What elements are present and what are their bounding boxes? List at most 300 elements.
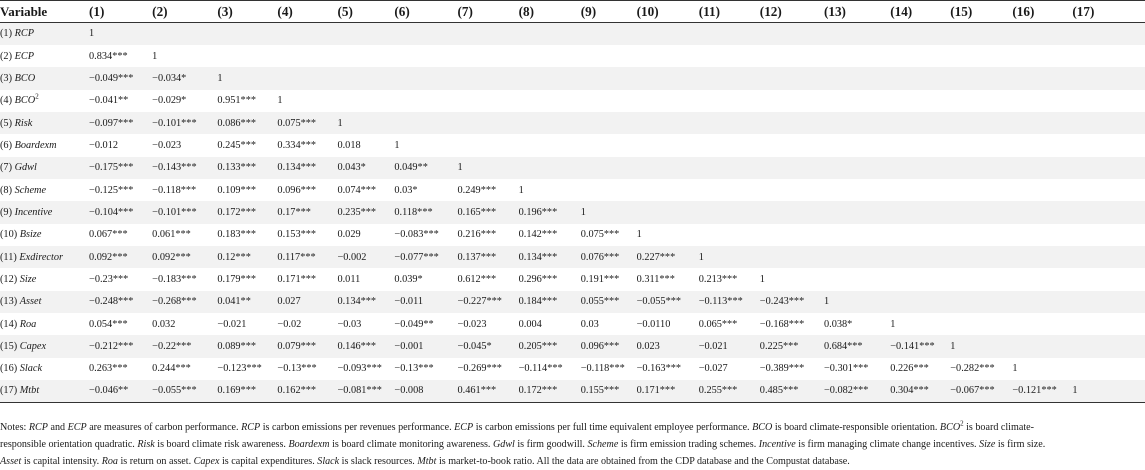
table-cell (760, 90, 824, 112)
table-cell: 0.171*** (637, 380, 699, 402)
table-row (0, 335, 1145, 357)
table-cell (458, 23, 519, 45)
table-cell (1012, 179, 1072, 201)
table-cell: 0.169*** (217, 380, 277, 402)
table-cell: 0.165*** (458, 201, 519, 223)
table-row (0, 201, 1145, 223)
table-cell (637, 179, 699, 201)
table-cell: 0.684*** (824, 335, 890, 357)
table-cell: −0.097*** (89, 112, 152, 134)
table-cell: −0.093*** (337, 358, 394, 380)
notes-segment: is board climate- (963, 422, 1034, 433)
table-cell (760, 224, 824, 246)
table-cell (1072, 358, 1145, 380)
table-cell (890, 23, 950, 45)
table-cell: 0.041** (217, 291, 277, 313)
table-cell (519, 67, 581, 89)
table-cell: 0.153*** (277, 224, 337, 246)
notes-segment: RCP (28, 422, 48, 433)
table-row (0, 90, 1145, 112)
table-cell (699, 67, 760, 89)
header-col-3: (3) (217, 1, 277, 23)
table-cell: 0.17*** (277, 201, 337, 223)
notes-segment: is return on asset. (117, 456, 194, 467)
notes-segment: Risk (137, 439, 155, 450)
notes-segment: is slack resources. (339, 456, 418, 467)
table-cell: 0.134*** (277, 157, 337, 179)
notes-segment: Size (979, 439, 996, 450)
header-col-11: (11) (699, 1, 760, 23)
row-number: (10) (0, 229, 18, 241)
table-cell (760, 201, 824, 223)
table-row (0, 291, 1145, 313)
table-cell: −0.001 (394, 335, 457, 357)
table-cell (458, 90, 519, 112)
table-cell: 1 (1072, 380, 1145, 402)
table-cell (760, 246, 824, 268)
table-cell: 1 (394, 134, 457, 156)
table-cell: −0.104*** (89, 201, 152, 223)
table-cell (1012, 67, 1072, 89)
table-cell: 0.089*** (217, 335, 277, 357)
table-cell (890, 157, 950, 179)
table-cell (581, 134, 637, 156)
table-cell (890, 90, 950, 112)
header-col-9: (9) (581, 1, 637, 23)
table-cell: −0.125*** (89, 179, 152, 201)
table-cell: 0.086*** (217, 112, 277, 134)
table-cell (699, 134, 760, 156)
table-row (0, 246, 1145, 268)
table-cell: 1 (277, 90, 337, 112)
row-variable-name: RCP (14, 28, 35, 40)
row-variable-name: Capex (19, 340, 47, 352)
table-cell (1072, 23, 1145, 45)
row-number: (15) (0, 340, 18, 352)
table-cell: 0.225*** (760, 335, 824, 357)
notes-segment: is board climate monitoring awareness. (329, 439, 493, 450)
table-cell (950, 268, 1012, 290)
notes-segment: Incentive (758, 439, 796, 450)
row-number: (11) (0, 251, 17, 263)
table-notes (0, 419, 1140, 470)
table-row (0, 112, 1145, 134)
table-cell (277, 23, 337, 45)
table-cell: 0.029 (337, 224, 394, 246)
table-cell: −0.023 (152, 134, 217, 156)
table-cell: 0.134*** (337, 291, 394, 313)
row-label (0, 134, 89, 156)
table-cell: −0.002 (337, 246, 394, 268)
table-cell (637, 90, 699, 112)
table-cell (950, 201, 1012, 223)
table-cell (637, 134, 699, 156)
table-cell: −0.0110 (637, 313, 699, 335)
table-cell (1072, 224, 1145, 246)
notes-line-2 (0, 436, 1140, 453)
table-cell (519, 112, 581, 134)
table-row (0, 313, 1145, 335)
table-cell: 0.296*** (519, 268, 581, 290)
row-number: (6) (0, 139, 13, 151)
header-row (0, 1, 1145, 23)
table-cell (950, 291, 1012, 313)
table-cell: 0.191*** (581, 268, 637, 290)
notes-segment: BCO (939, 422, 961, 433)
row-variable-name: Incentive (14, 206, 53, 218)
table-cell: −0.175*** (89, 157, 152, 179)
table-cell (637, 45, 699, 67)
table-cell (890, 291, 950, 313)
table-cell: −0.049** (394, 313, 457, 335)
row-variable-name: Size (19, 273, 37, 285)
table-cell: 0.074*** (337, 179, 394, 201)
table-cell (637, 201, 699, 223)
table-row (0, 134, 1145, 156)
row-label (0, 335, 89, 357)
table-cell (699, 90, 760, 112)
table-cell: 0.245*** (217, 134, 277, 156)
table-cell: 0.075*** (581, 224, 637, 246)
table-cell (760, 45, 824, 67)
table-cell: −0.008 (394, 380, 457, 402)
table-cell: 0.075*** (277, 112, 337, 134)
table-cell: 0.076*** (581, 246, 637, 268)
notes-segment: Gdwl (492, 439, 515, 450)
table-cell (1012, 90, 1072, 112)
notes-segment: BCO (752, 422, 773, 433)
row-label (0, 179, 89, 201)
table-cell: −0.118*** (581, 358, 637, 380)
table-cell (699, 23, 760, 45)
notes-segment: ECP (454, 422, 474, 433)
row-variable-superscript: 2 (35, 92, 39, 101)
header-col-16: (16) (1012, 1, 1072, 23)
table-cell: −0.101*** (152, 112, 217, 134)
table-cell: 0.834*** (89, 45, 152, 67)
table-cell (890, 224, 950, 246)
table-cell: 0.461*** (458, 380, 519, 402)
table-cell (1012, 268, 1072, 290)
notes-line-1 (0, 419, 1140, 436)
table-cell: 0.485*** (760, 380, 824, 402)
table-row (0, 380, 1145, 402)
table-cell: 0.172*** (217, 201, 277, 223)
table-cell: −0.055*** (152, 380, 217, 402)
notes-segment: Capex (193, 456, 220, 467)
row-variable-name: ECP (14, 50, 35, 62)
notes-segment: ECP (67, 422, 87, 433)
table-cell (458, 134, 519, 156)
table-cell: 0.137*** (458, 246, 519, 268)
row-label (0, 23, 89, 45)
table-cell: 0.092*** (152, 246, 217, 268)
table-cell: 0.039* (394, 268, 457, 290)
notes-segment: is firm size. (995, 439, 1046, 450)
row-variable-name: Roa (19, 318, 37, 330)
header-col-8: (8) (519, 1, 581, 23)
table-cell (217, 45, 277, 67)
table-cell: 0.172*** (519, 380, 581, 402)
table-cell (950, 90, 1012, 112)
table-cell (394, 23, 457, 45)
table-cell: 0.023 (637, 335, 699, 357)
table-cell: −0.049*** (89, 67, 152, 89)
row-label (0, 90, 89, 112)
row-number: (7) (0, 162, 13, 174)
table-cell: 0.117*** (277, 246, 337, 268)
table-cell: −0.081*** (337, 380, 394, 402)
row-variable-name: BCO (14, 72, 36, 84)
table-cell (581, 90, 637, 112)
table-cell (1072, 134, 1145, 156)
table-cell (1072, 112, 1145, 134)
row-number: (4) (0, 95, 13, 107)
table-cell (950, 246, 1012, 268)
table-cell (890, 134, 950, 156)
table-cell (1072, 45, 1145, 67)
table-cell: −0.023 (458, 313, 519, 335)
table-cell (519, 157, 581, 179)
table-cell: 0.244*** (152, 358, 217, 380)
header-col-13: (13) (824, 1, 890, 23)
row-variable-name: Gdwl (14, 162, 37, 174)
table-cell (824, 134, 890, 156)
table-cell (760, 23, 824, 45)
table-cell: −0.141*** (890, 335, 950, 357)
table-cell: −0.269*** (458, 358, 519, 380)
table-cell (699, 201, 760, 223)
table-cell (824, 23, 890, 45)
table-cell: 0.142*** (519, 224, 581, 246)
table-cell: −0.011 (394, 291, 457, 313)
table-cell: −0.041** (89, 90, 152, 112)
table-cell: 0.226*** (890, 358, 950, 380)
table-cell (1012, 335, 1072, 357)
table-cell: 0.03* (394, 179, 457, 201)
table-cell: 1 (217, 67, 277, 89)
row-variable-name: Slack (19, 363, 43, 375)
table-cell: −0.248*** (89, 291, 152, 313)
table-row (0, 358, 1145, 380)
table-cell (1072, 313, 1145, 335)
row-label (0, 268, 89, 290)
table-cell (950, 67, 1012, 89)
table-cell: 0.235*** (337, 201, 394, 223)
table-cell: −0.282*** (950, 358, 1012, 380)
table-cell (394, 45, 457, 67)
notes-segment: responsible orientation quadratic. (0, 439, 138, 450)
table-cell: 0.205*** (519, 335, 581, 357)
notes-segment: Notes: (0, 422, 29, 433)
notes-segment: RCP (241, 422, 261, 433)
table-cell: 1 (458, 157, 519, 179)
table-cell: 0.03 (581, 313, 637, 335)
table-cell (337, 67, 394, 89)
row-number: (1) (0, 28, 13, 40)
table-cell (699, 45, 760, 67)
table-cell: −0.012 (89, 134, 152, 156)
header-col-10: (10) (637, 1, 699, 23)
table-cell (950, 112, 1012, 134)
table-cell: 1 (950, 335, 1012, 357)
table-cell (581, 67, 637, 89)
table-cell: −0.114*** (519, 358, 581, 380)
table-cell: 0.311*** (637, 268, 699, 290)
table-cell (152, 23, 217, 45)
header-col-6: (6) (394, 1, 457, 23)
table-cell (760, 157, 824, 179)
table-cell: 0.061*** (152, 224, 217, 246)
table-cell (277, 45, 337, 67)
table-cell: 0.032 (152, 313, 217, 335)
table-cell (581, 112, 637, 134)
table-cell: 1 (760, 268, 824, 290)
table-cell (1072, 67, 1145, 89)
table-cell (1072, 157, 1145, 179)
table-cell: 0.079*** (277, 335, 337, 357)
table-cell: 1 (337, 112, 394, 134)
table-cell (519, 45, 581, 67)
table-row (0, 268, 1145, 290)
table-cell: −0.22*** (152, 335, 217, 357)
table-cell (1012, 45, 1072, 67)
table-cell: 0.054*** (89, 313, 152, 335)
table-cell (950, 23, 1012, 45)
table-cell: −0.389*** (760, 358, 824, 380)
table-cell (950, 179, 1012, 201)
table-cell (1072, 335, 1145, 357)
table-cell (458, 67, 519, 89)
table-cell: −0.212*** (89, 335, 152, 357)
table-cell: 0.171*** (277, 268, 337, 290)
table-cell (1012, 291, 1072, 313)
row-number: (13) (0, 296, 18, 308)
row-label (0, 313, 89, 335)
table-cell (1012, 201, 1072, 223)
table-cell: 0.249*** (458, 179, 519, 201)
row-number: (9) (0, 206, 13, 218)
table-cell (394, 67, 457, 89)
row-number: (5) (0, 117, 13, 129)
table-cell (1072, 268, 1145, 290)
row-label (0, 45, 89, 67)
notes-segment: is carbon emissions per revenues performance. (260, 422, 455, 433)
table-cell (581, 157, 637, 179)
table-cell (1012, 112, 1072, 134)
table-cell: −0.168*** (760, 313, 824, 335)
row-number: (3) (0, 72, 13, 84)
table-cell (1072, 291, 1145, 313)
table-cell: 0.134*** (519, 246, 581, 268)
table-cell: −0.118*** (152, 179, 217, 201)
table-cell: 0.183*** (217, 224, 277, 246)
table-cell: −0.101*** (152, 201, 217, 223)
table-cell (824, 268, 890, 290)
table-cell: 0.011 (337, 268, 394, 290)
table-cell: 0.067*** (89, 224, 152, 246)
table-cell (1072, 246, 1145, 268)
table-cell (824, 112, 890, 134)
table-cell (824, 179, 890, 201)
table-cell (637, 112, 699, 134)
table-cell (581, 45, 637, 67)
table-cell (760, 179, 824, 201)
table-cell: 1 (699, 246, 760, 268)
table-cell (581, 23, 637, 45)
table-cell: −0.13*** (277, 358, 337, 380)
row-number: (16) (0, 363, 18, 375)
table-cell: 1 (637, 224, 699, 246)
row-label (0, 380, 89, 402)
table-cell (950, 134, 1012, 156)
table-cell: −0.243*** (760, 291, 824, 313)
header-col-1: (1) (89, 1, 152, 23)
notes-segment: is capital intensity. (21, 456, 102, 467)
table-cell: −0.02 (277, 313, 337, 335)
table-cell (890, 112, 950, 134)
table-cell: −0.143*** (152, 157, 217, 179)
notes-segment: Roa (101, 456, 118, 467)
notes-segment: Scheme (587, 439, 619, 450)
notes-segment: Mtbt (417, 456, 437, 467)
table-cell: −0.021 (217, 313, 277, 335)
table-cell: −0.067*** (950, 380, 1012, 402)
table-cell (890, 201, 950, 223)
table-row (0, 23, 1145, 45)
header-col-17: (17) (1072, 1, 1145, 23)
table-cell (458, 45, 519, 67)
row-label (0, 201, 89, 223)
table-cell (458, 112, 519, 134)
notes-segment: Slack (317, 456, 340, 467)
table-cell (760, 112, 824, 134)
table-cell: 0.951*** (217, 90, 277, 112)
table-cell: −0.268*** (152, 291, 217, 313)
row-number: (14) (0, 318, 18, 330)
table-cell: 0.049** (394, 157, 457, 179)
table-cell: 0.109*** (217, 179, 277, 201)
table-cell: −0.23*** (89, 268, 152, 290)
table-cell: 1 (1012, 358, 1072, 380)
row-variable-name: BCO (14, 95, 36, 107)
table-cell: 1 (581, 201, 637, 223)
table-cell: −0.034* (152, 67, 217, 89)
table-cell: 0.12*** (217, 246, 277, 268)
table-cell: 1 (824, 291, 890, 313)
row-number: (2) (0, 50, 13, 62)
table-cell: −0.123*** (217, 358, 277, 380)
table-cell (277, 67, 337, 89)
row-label (0, 224, 89, 246)
table-cell: 0.304*** (890, 380, 950, 402)
notes-segment: are measures of carbon performance. (86, 422, 242, 433)
notes-segment: is market-to-book ratio. All the data are obtained from the CDP database and the Compustat database. (436, 456, 850, 467)
table-cell: −0.113*** (699, 291, 760, 313)
table-cell: −0.227*** (458, 291, 519, 313)
table-cell (824, 201, 890, 223)
table-cell (217, 23, 277, 45)
table-cell (1012, 224, 1072, 246)
table-cell (1012, 157, 1072, 179)
row-variable-name: Exdirector (19, 251, 64, 263)
table-row (0, 67, 1145, 89)
table-cell: 0.027 (277, 291, 337, 313)
table-cell: −0.045* (458, 335, 519, 357)
table-cell (950, 313, 1012, 335)
row-variable-name: Risk (14, 117, 33, 129)
table-cell: 0.118*** (394, 201, 457, 223)
